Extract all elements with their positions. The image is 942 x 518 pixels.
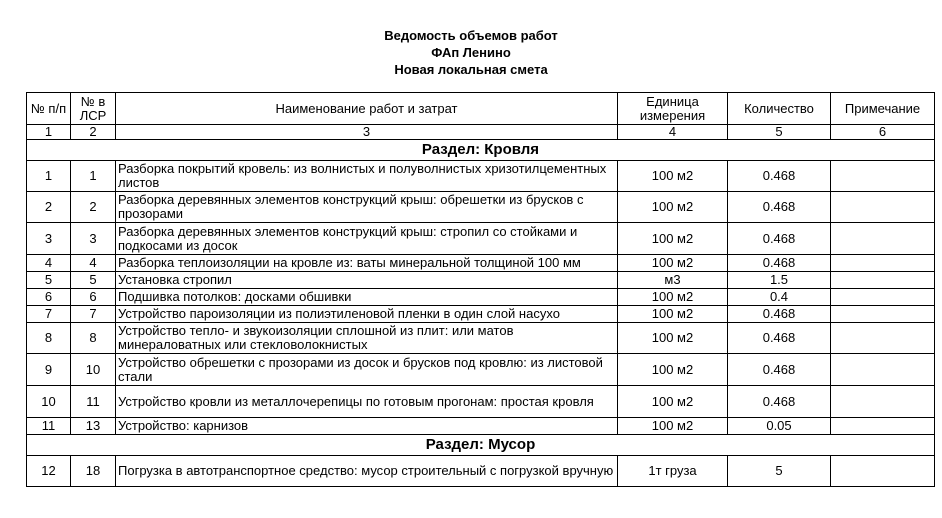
row-number: 3: [27, 223, 71, 255]
row-note: [831, 418, 935, 435]
row-number: 10: [27, 386, 71, 418]
table-row: [27, 354, 935, 386]
row-note: [831, 272, 935, 289]
row-note: [831, 255, 935, 272]
row-work-name: Устройство кровли из металлочерепицы по готовым прогонам: простая кровля: [116, 386, 618, 418]
row-note: [831, 386, 935, 418]
row-number: 7: [27, 306, 71, 323]
table-row: [27, 161, 935, 192]
row-work-name: Устройство: карнизов: [116, 418, 618, 435]
row-number: 11: [27, 418, 71, 435]
row-unit: 100 м2: [618, 418, 728, 435]
row-quantity: 0.4: [728, 289, 831, 306]
row-work-name: Разборка теплоизоляции на кровле из: ваты минеральной толщиной 100 мм: [116, 255, 618, 272]
col-header-lsr-number: № в ЛСР: [71, 93, 116, 125]
row-note: [831, 192, 935, 223]
row-quantity: 0.468: [728, 386, 831, 418]
col-header-quantity: Количество: [728, 93, 831, 125]
row-number: 1: [27, 161, 71, 192]
row-unit: 100 м2: [618, 289, 728, 306]
row-unit: 100 м2: [618, 354, 728, 386]
col-header-unit: Единица измерения: [618, 93, 728, 125]
row-note: [831, 223, 935, 255]
row-note: [831, 354, 935, 386]
row-work-name: Устройство обрешетки с прозорами из досок и брусков под кровлю: из листовой стали: [116, 354, 618, 386]
row-lsr-number: 18: [71, 456, 116, 487]
row-number: 9: [27, 354, 71, 386]
row-quantity: 0.05: [728, 418, 831, 435]
section-header-row: [27, 140, 935, 161]
row-quantity: 0.468: [728, 255, 831, 272]
row-work-name: Разборка деревянных элементов конструкций крыш: стропил со стойками и подкосами из досок: [116, 223, 618, 255]
col-header-note: Примечание: [831, 93, 935, 125]
col-number: 2: [71, 125, 116, 140]
row-note: [831, 323, 935, 354]
object-name: ФАп Ленино: [431, 45, 511, 60]
col-number: 6: [831, 125, 935, 140]
col-number: 4: [618, 125, 728, 140]
row-lsr-number: 7: [71, 306, 116, 323]
row-lsr-number: 10: [71, 354, 116, 386]
row-number: 12: [27, 456, 71, 487]
row-unit: 100 м2: [618, 323, 728, 354]
row-note: [831, 456, 935, 487]
table-row: [27, 272, 935, 289]
row-work-name: Устройство пароизоляции из полиэтиленовой пленки в один слой насухо: [116, 306, 618, 323]
row-lsr-number: 1: [71, 161, 116, 192]
estimate-subtitle: Новая локальная смета: [394, 62, 548, 77]
row-lsr-number: 8: [71, 323, 116, 354]
row-unit: 100 м2: [618, 192, 728, 223]
col-number: 3: [116, 125, 618, 140]
row-note: [831, 289, 935, 306]
row-lsr-number: 6: [71, 289, 116, 306]
table-row: [27, 289, 935, 306]
col-number: 1: [27, 125, 71, 140]
works-volume-table: [26, 92, 935, 487]
table-row: [27, 192, 935, 223]
row-lsr-number: 3: [71, 223, 116, 255]
row-quantity: 5: [728, 456, 831, 487]
row-lsr-number: 4: [71, 255, 116, 272]
table-row: [27, 223, 935, 255]
row-quantity: 0.468: [728, 161, 831, 192]
col-header-work-name: Наименование работ и затрат: [116, 93, 618, 125]
row-number: 6: [27, 289, 71, 306]
row-number: 5: [27, 272, 71, 289]
col-number: 5: [728, 125, 831, 140]
document-title: Ведомость объемов работ: [384, 28, 558, 43]
row-unit: 1т груза: [618, 456, 728, 487]
table-row: [27, 386, 935, 418]
row-unit: м3: [618, 272, 728, 289]
row-unit: 100 м2: [618, 255, 728, 272]
document-title-block: [0, 27, 942, 78]
table-row: [27, 418, 935, 435]
row-quantity: 1.5: [728, 272, 831, 289]
row-work-name: Устройство тепло- и звукоизоляции сплошной из плит: или матов минераловатных или стекловолокнистых: [116, 323, 618, 354]
table-header-row: [27, 93, 935, 125]
row-unit: 100 м2: [618, 386, 728, 418]
row-work-name: Подшивка потолков: досками обшивки: [116, 289, 618, 306]
row-lsr-number: 11: [71, 386, 116, 418]
section-title: Раздел: Кровля: [27, 140, 935, 161]
row-note: [831, 161, 935, 192]
row-lsr-number: 5: [71, 272, 116, 289]
col-header-number: № п/п: [27, 93, 71, 125]
row-quantity: 0.468: [728, 354, 831, 386]
row-quantity: 0.468: [728, 223, 831, 255]
row-lsr-number: 2: [71, 192, 116, 223]
row-number: 4: [27, 255, 71, 272]
section-header-row: [27, 435, 935, 456]
row-work-name: Разборка покрытий кровель: из волнистых и полуволнистых хризотилцементных листов: [116, 161, 618, 192]
row-work-name: Разборка деревянных элементов конструкций крыш: обрешетки из брусков с прозорами: [116, 192, 618, 223]
table-row: [27, 306, 935, 323]
row-work-name: Установка стропил: [116, 272, 618, 289]
row-note: [831, 306, 935, 323]
table-row: [27, 255, 935, 272]
row-work-name: Погрузка в автотранспортное средство: мусор строительный с погрузкой вручную: [116, 456, 618, 487]
row-unit: 100 м2: [618, 306, 728, 323]
table-row: [27, 323, 935, 354]
row-unit: 100 м2: [618, 223, 728, 255]
row-quantity: 0.468: [728, 306, 831, 323]
section-title: Раздел: Мусор: [27, 435, 935, 456]
row-number: 2: [27, 192, 71, 223]
row-unit: 100 м2: [618, 161, 728, 192]
row-number: 8: [27, 323, 71, 354]
column-numbers-row: [27, 125, 935, 140]
row-quantity: 0.468: [728, 323, 831, 354]
table-row: [27, 456, 935, 487]
row-lsr-number: 13: [71, 418, 116, 435]
row-quantity: 0.468: [728, 192, 831, 223]
